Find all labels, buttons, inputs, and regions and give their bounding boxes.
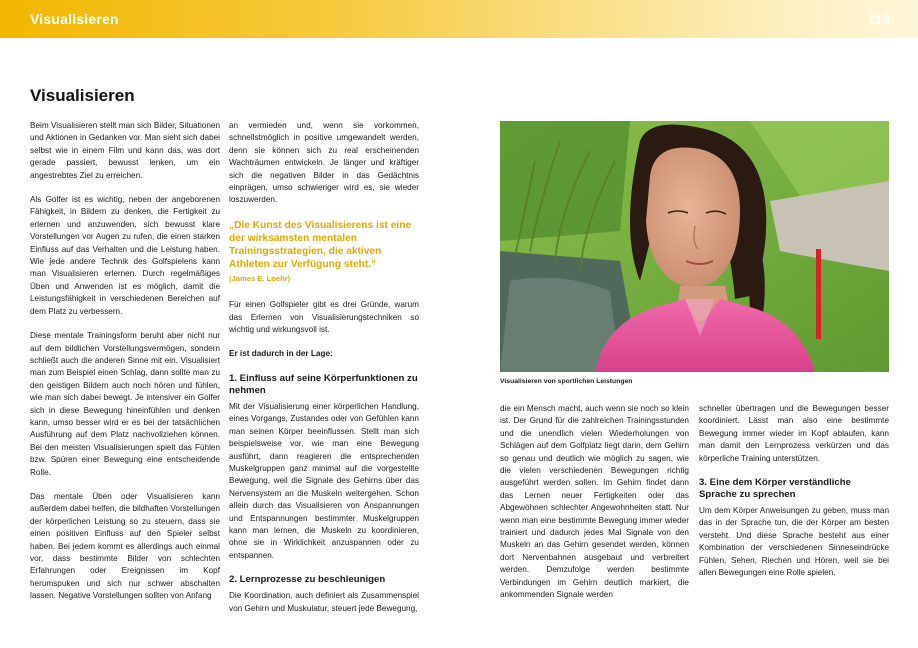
paragraph: Die Koordination, auch definiert als Zusammenspiel von Gehirn und Muskulatur, steuert jede Bewegung, [229,591,419,613]
paragraph: schneller übertragen und die Bewegungen besser koordiniert. Lässt man also eine bestimmte Bewegung immer wieder im Kopf ablaufen, kann man damit den Lernprozess verkürzen und das körperliche Training unterstützen. [699,404,889,463]
text-column-2 [229,120,419,627]
text-column-4 [699,403,889,591]
quote-author: (James E. Loehr) [229,273,291,283]
subheading-1: 1. Einfluss auf seine Körperfunktionen zu nehmen [229,372,418,396]
paragraph: Das mentale Üben oder Visualisieren kann außerdem dabei helfen, die bildhaften Vorstellungen der körperlichen Leistung so zu steuern, dass sie einen positiven Einfluss auf den Spieler selbst haben. Bei jedem kommt es allerdings auch einmal vor, dass bestimmte Bilder von schlechten Erfahrungen oder Ereignissen im Kopf herumspuken und sich nur schwer abschalten lassen. Negative Vorstellungen sollten von Anfang [30,491,220,601]
page-number: 119 [867,11,890,27]
lead-in-sentence: Er ist dadurch in der Lage: [229,349,333,359]
paragraph: Als Golfer ist es wichtig, neben der angeborenen Fähigkeit, in Bildern zu denken, die Fertigkeit zu erlernen und anzuwenden, sich bewusst klare Vorstellungen vor Augen zu rufen, die einen starken Einfluss auf das Verhalten und die Leistung haben. Wie jede andere Technik des Golfspielens kann man Visualisieren erlernen. Durch regelmäßiges Üben und Anwenden ist es möglich, damit die Leistungsfähigkeit in verschiedenen Bereichen auf dem Platz zu verbessern. [30,195,220,316]
subheading-3: 3. Eine dem Körper verständliche Sprache zu sprechen [699,477,851,501]
golfer-photo [500,121,889,372]
paragraph: Diese mentale Trainingsform beruht aber nicht nur auf dem bildlichen Vorstellungsvermögen, sondern schließt auch die anderen Sinne mit ein. Visualisiert man zum Beispiel einen Schlag, dann sollte man zu den geistigen Bildern auch noch hören und fühlen, wie man sich dabei bewegt. Je intensiver ein Golfer sich in diese Bewegung hineinfühlen und denken kann, umso besser wird er es bei der tatsächlichen Ausführung auf dem Platz nachvollziehen können. Bei den meisten Visualisierungen spielt das Fühlen bzw. Spüren einer Bewegung eine entscheidende Rolle. [30,331,220,477]
header-bar [0,0,918,38]
paragraph: Mit der Visualisierung einer körperlichen Handlung, eines Vorgangs, Zustandes oder von Gefühlen kann man seinen Körper beeinflussen. Stellt man sich beispielsweise vor, wie man eine Bewegung ausführt, dann reagieren die entsprechenden Muskelgruppen ganz minimal auf die vorgestellte Bewegung, weil die Signale des Gehirns über das Nervensystem an die Muskeln weitergehen. Schon allein durch das Visualisieren von Anspannungen und Entspannungen bestimmter Muskelgruppen kann man lernen, die Muskeln zu koordinieren, ohne sie in Wirklichkeit anzuspannen oder zu entspannen. [229,401,419,560]
paragraph: Für einen Golfspieler gibt es drei Gründe, warum das Erlernen von Visualisierungstechniken so wichtig und wirkungsvoll ist. [229,300,419,335]
page-title: Visualisieren [30,86,135,105]
photo-caption: Visualisieren von sportlichen Leistungen [500,378,633,385]
pull-quote: „Die Kunst des Visualisierens ist eine der wirksamsten mentalen Trainingsstrategien, die aktiven Athleten zur Verfügung steht.“ [229,219,412,270]
text-column-3 [500,403,689,614]
paragraph: die ein Mensch macht, auch wenn sie noch so klein ist. Der Grund für die zahlreichen Trainingsstunden und die unendlich vielen Wiederholungen von Schlägen auf dem Golfplatz liegt darin, dem Gehirn so genau und deutlich wie möglich zu sagen, wie die vielen verschiedenen Bewegungen richtig ausgeführt werden sollen. Im Gehirn findet dann das Lernen neuer Fertigkeiten oder das Abgewöhnen schlechter Angewohnheiten statt. Nur wenn man eine bestimmte Bewegung immer wieder trainiert und dadurch jedes Mal Signale von den Muskeln an das Gehirn gesendet werden, können dort Nervenbahnen ausgebaut und verbreitert werden. Demzufolge werden bestimmte Verbindungen im Gehirn deutlich markiert, die ankommenden Signale werden [500,404,689,600]
text-column-1 [30,120,220,615]
header-section-title: Visualisieren [30,11,119,27]
paragraph: an vermieden und, wenn sie vorkommen, schnellstmöglich in positive umgewandelt werden, denn sie können sich zu real erscheinenden Wachträumen entwickeln. Je länger und kräftiger sich die negativen Bilder in das Gedächtnis einprägen, umso schwieriger wird es, sie wieder loszuwerden. [229,121,419,205]
paragraph: Um dem Körper Anweisungen zu geben, muss man das in der Sprache tun, die der Körper am besten versteht. Und diese Sprache besteht aus einer Kombination der verschiedenen Sinneseindrücke Fühlen, Sehen, Riechen und Hören, weil sie bei allen Bewegungen eine Rolle spielen. [699,506,889,578]
subheading-2: 2. Lernprozesse zu beschleunigen [229,574,386,586]
paragraph: Beim Visualisieren stellt man sich Bilder, Situationen und Aktionen in Gedanken vor. Man sieht sich dabei selbst wie in einem Film und kann das, was dort gerade passiert, bewusst lenken, um ein angestrebtes Ziel zu erreichen. [30,121,220,180]
